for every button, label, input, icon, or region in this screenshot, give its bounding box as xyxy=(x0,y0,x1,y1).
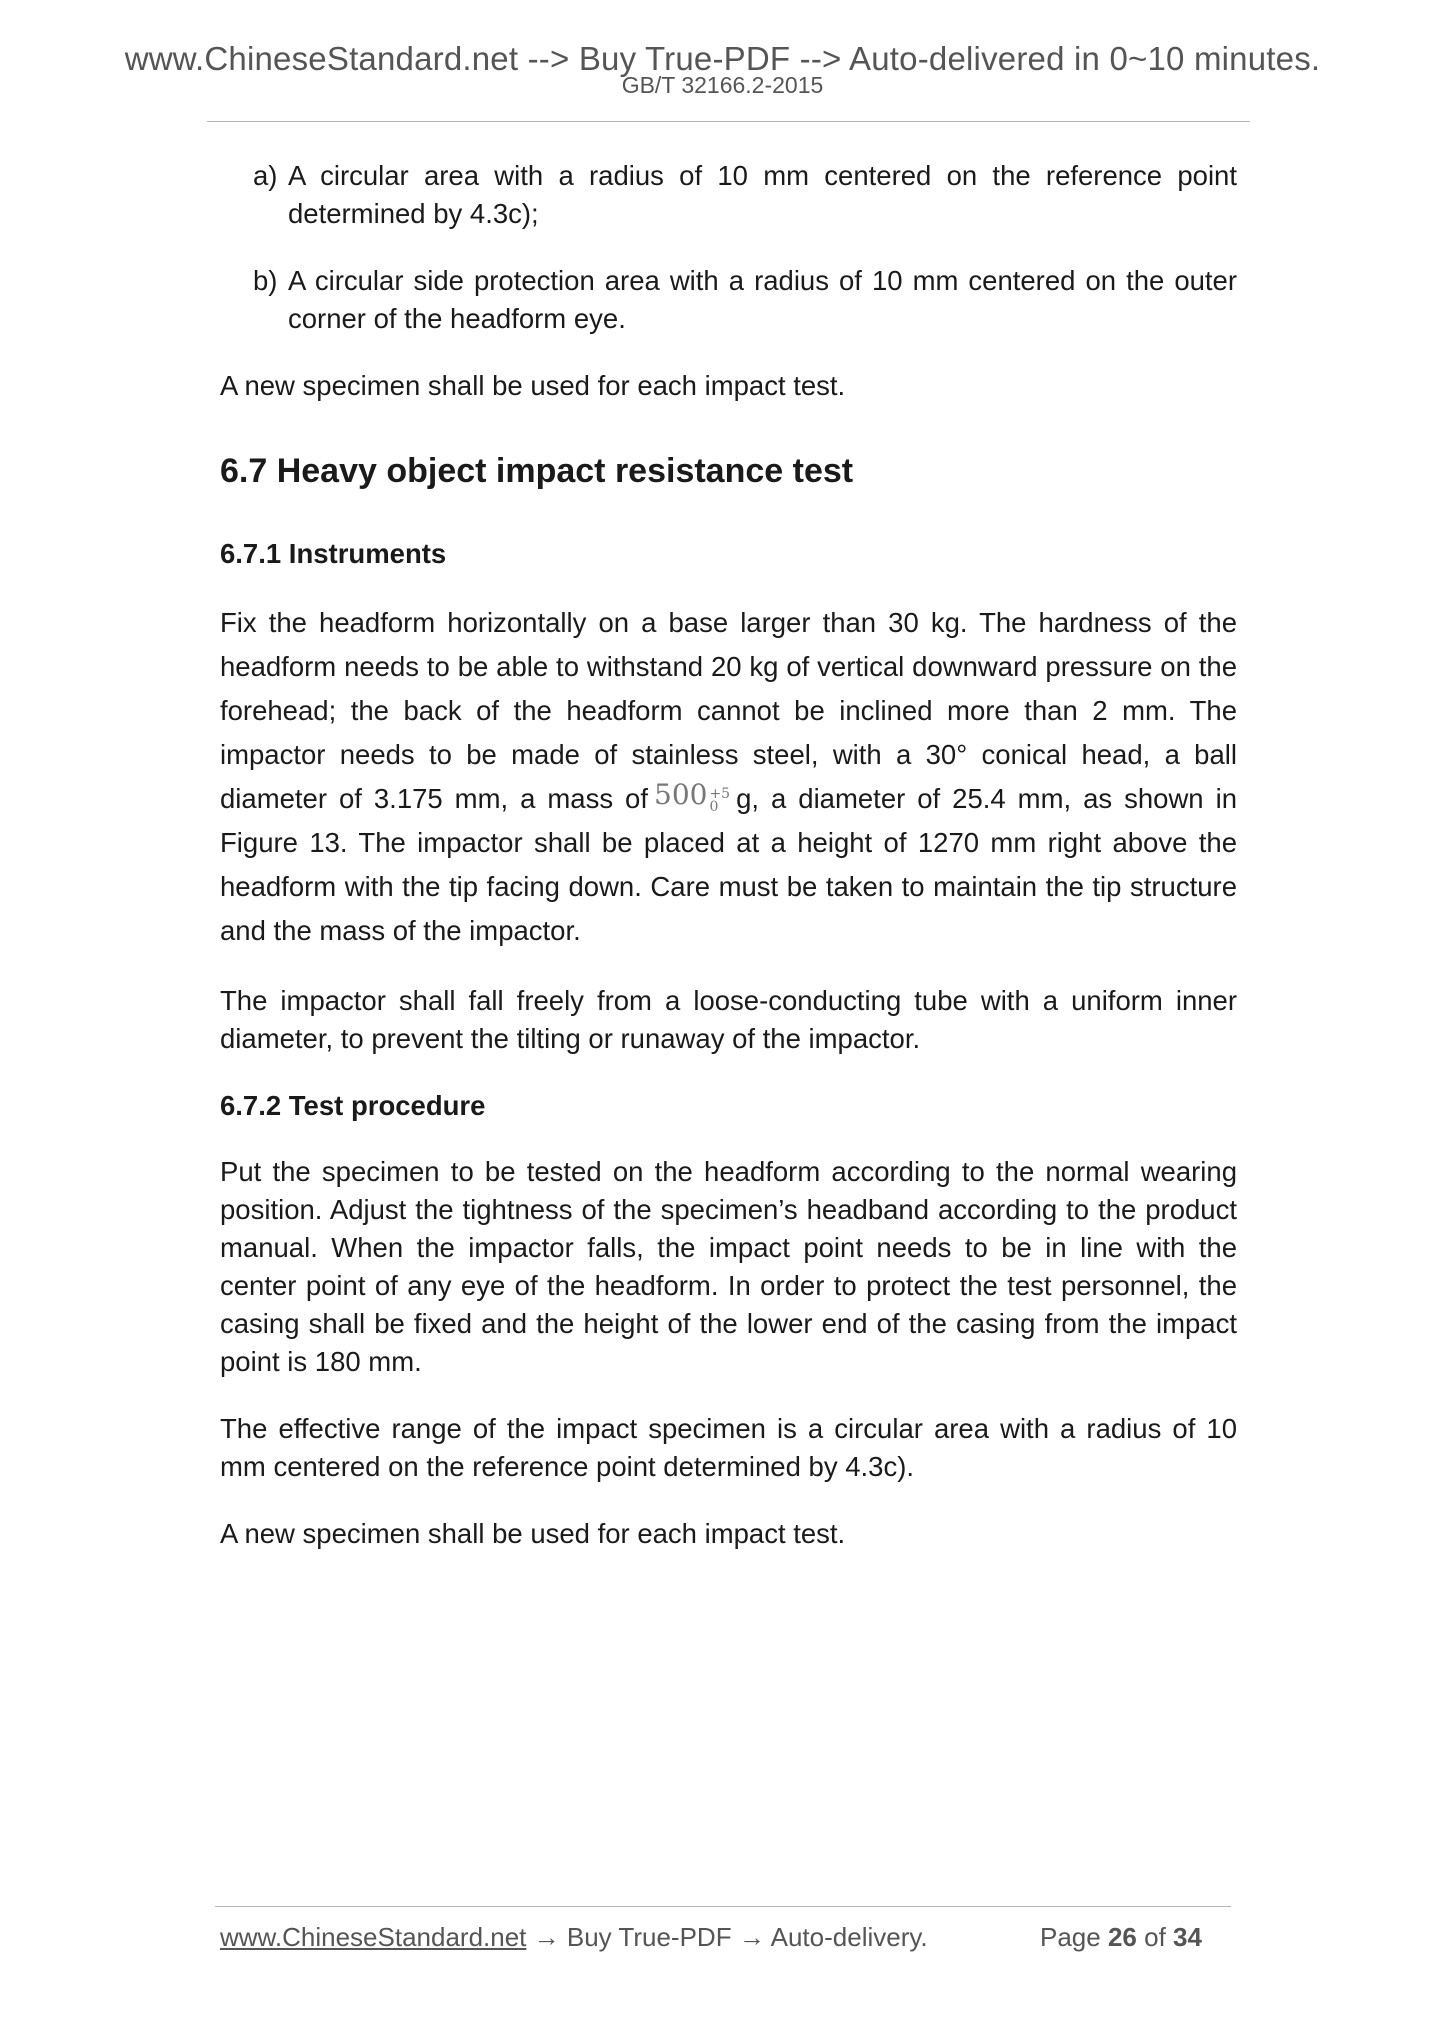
footer-delivery-text: Auto-delivery. xyxy=(770,1922,928,1952)
page-label: Page xyxy=(1040,1922,1101,1952)
section-heading: 6.7 Heavy object impact resistance test xyxy=(220,452,854,490)
document-number: GB/T 32166.2-2015 xyxy=(621,72,824,98)
subsection-heading-test-procedure: 6.7.2 Test procedure xyxy=(220,1090,486,1121)
list-item-text: A circular side protection area with a radius of 10 mm centered on the outer corner of the headform eye. xyxy=(288,265,1237,334)
tolerance-stack xyxy=(709,788,730,814)
footer-site-link[interactable]: www.ChineseStandard.net xyxy=(220,1922,527,1952)
paragraph-text: Fix the headform horizontally on a base larger than 30 kg. The hardness of the headform needs to be able to withstand 20 kg of vertical downward pressure on the forehead; the back of the headform cannot be inclined more than 2 mm. The impactor needs to be made of stainless steel, with a 30° conical head, a ball diameter of 3.175 mm, a mass of xyxy=(220,607,1237,814)
paragraph-instruments-2: The impactor shall fall freely from a loose-conducting tube with a uniform inner diameter, to prevent the tilting or runaway of the impactor. xyxy=(220,985,1237,1054)
header-banner[interactable]: www.ChineseStandard.net --> Buy True-PDF --> Auto-delivered in 0~10 minutes. xyxy=(124,40,1321,77)
page-indicator xyxy=(1040,1922,1202,1953)
paragraph-text: g, a diameter of 25.4 mm, as shown in Figure 13. The impactor shall be placed at a height of 1270 mm right above the headform with the tip facing down. Care must be taken to maintain the tip structure and the mass of the impactor. xyxy=(220,783,1237,946)
page-body xyxy=(220,157,1237,1582)
list-marker: b) xyxy=(253,265,278,296)
paragraph-procedure-1: Put the specimen to be tested on the headform according to the normal wearing position. Adjust the tightness of the specimen’s headband according to the product manual. When the impactor falls, the impact point needs to be in line with the center point of any eye of the headform. In order to protect the test personnel, the casing shall be fixed and the height of the lower end of the casing from the impact point is 180 mm. xyxy=(220,1156,1237,1377)
page-current: 26 xyxy=(1107,1922,1137,1952)
arrow-right-icon: → xyxy=(533,1922,560,1952)
arrow-right-icon: → xyxy=(738,1922,765,1952)
footer-buy-text: Buy True-PDF xyxy=(566,1922,732,1952)
list-item xyxy=(220,262,1237,338)
list-item xyxy=(220,157,1237,233)
of-label: of xyxy=(1144,1922,1166,1952)
paragraph-new-specimen: A new specimen shall be used for each impact test. xyxy=(220,370,846,401)
footer-links xyxy=(220,1922,928,1953)
subsection-heading-instruments: 6.7.1 Instruments xyxy=(220,538,447,569)
paragraph-procedure-2: The effective range of the impact specimen is a circular area with a radius of 10 mm centered on the reference point determined by 4.3c). xyxy=(220,1413,1237,1482)
paragraph-instruments-1 xyxy=(220,601,1237,953)
mass-value: 500 xyxy=(654,778,708,811)
mass-tolerance-formula xyxy=(654,778,731,815)
page-total: 34 xyxy=(1173,1922,1202,1952)
header-divider xyxy=(207,121,1250,122)
list-item-text: A circular area with a radius of 10 mm centered on the reference point determined by 4.3c); xyxy=(288,160,1237,229)
list-marker: a) xyxy=(253,160,278,191)
footer-divider xyxy=(215,1906,1231,1907)
paragraph-procedure-3: A new specimen shall be used for each impact test. xyxy=(220,1518,846,1549)
tolerance-lower: 0 xyxy=(709,799,719,815)
tolerance-upper: +5 xyxy=(709,786,731,802)
